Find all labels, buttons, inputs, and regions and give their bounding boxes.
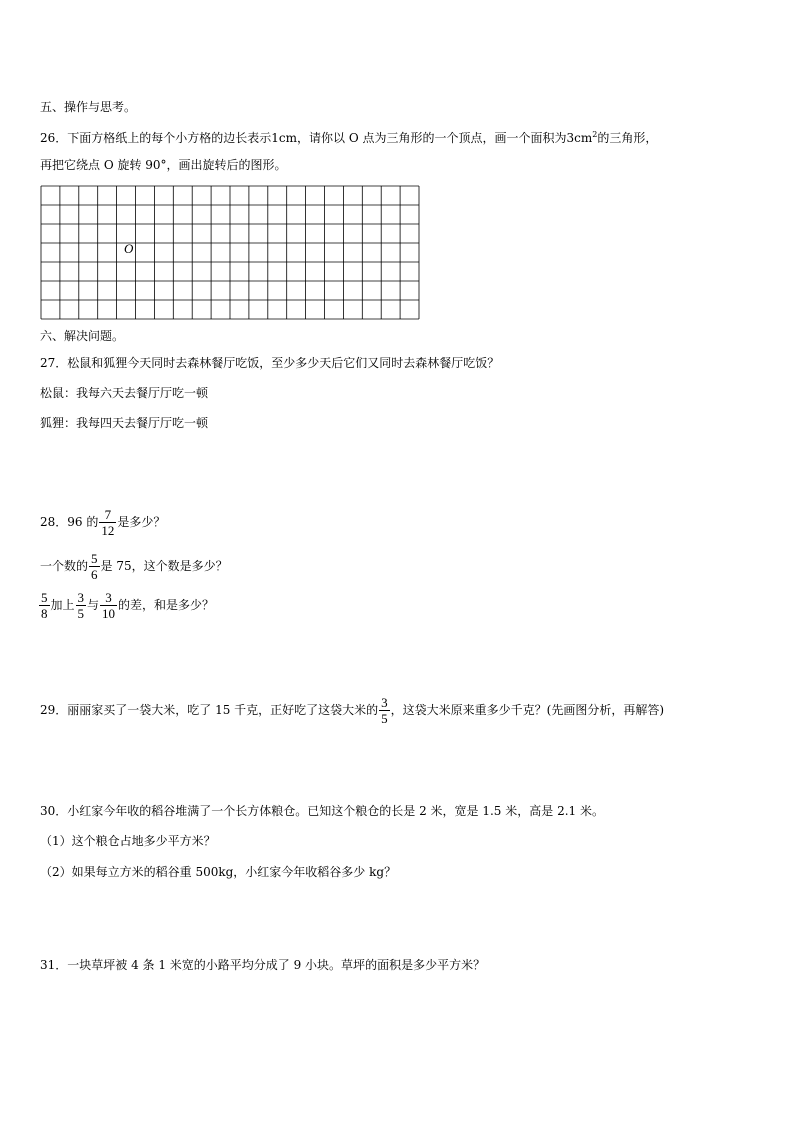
fraction-5-6 (89, 551, 100, 582)
q27-fox: 狐狸：我每四天去餐厅厅吃一顿 (40, 416, 209, 430)
q28-part-b (40, 549, 228, 583)
fraction-denominator: 12 (101, 523, 115, 538)
q29-question (40, 693, 664, 727)
fraction-denominator: 6 (91, 567, 98, 582)
point-o-label: O (124, 241, 134, 256)
q28-part-a (40, 505, 165, 539)
q30-part-2: （2）如果每立方米的稻谷重 500kg，小红家今年收稻谷多少 kg？ (40, 865, 397, 879)
q28-c-and: 与 (87, 598, 100, 612)
q28-b-suffix: 是 75，这个数是多少？ (100, 559, 228, 573)
q27-squirrel: 松鼠：我每六天去餐厅厅吃一顿 (40, 386, 209, 400)
q29-suffix: ，这袋大米原来重多少千克？(先画图分析，再解答) (390, 703, 665, 717)
fraction-numerator: 3 (381, 695, 388, 710)
q28-a-prefix: 28．96 的 (40, 515, 99, 529)
q31-question: 31．一块草坪被 4 条 1 米宽的小路平均分成了 9 小块。草坪的面积是多少平方米？ (40, 958, 486, 972)
section-6-title: 六、解决问题。 (40, 329, 125, 343)
q30-question: 30．小红家今年收的稻谷堆满了一个长方体粮仓。已知这个粮仓的长是 2 米，宽是 1.5 米，高是 2.1 米。 (40, 804, 604, 818)
fraction-denominator: 5 (77, 606, 85, 621)
q28-b-prefix: 一个数的 (40, 559, 89, 573)
q29-prefix: 29．丽丽家买了一袋大米，吃了 15 千克，正好吃了这袋大米的 (40, 703, 379, 717)
grid-svg[interactable] (40, 185, 420, 320)
q27-question: 27．松鼠和狐狸今天同时去森林餐厅吃饭，至少多少天后它们又同时去森林餐厅吃饭？ (40, 356, 500, 370)
fraction-5-8 (39, 590, 50, 621)
fraction-numerator: 5 (41, 590, 48, 605)
fraction-denominator: 5 (381, 711, 388, 726)
q30-part-1: （1）这个粮仓占地多少平方米？ (40, 834, 216, 848)
q28-c-suffix: 的差，和是多少？ (118, 598, 215, 612)
fraction-3-5 (76, 590, 87, 621)
fraction-numerator: 3 (100, 590, 117, 606)
q26-line2: 再把它绕点 O 旋转 90°，画出旋转后的图形。 (40, 158, 287, 172)
q26-line1 (40, 127, 657, 146)
q26-superscript: 2 (592, 130, 598, 139)
fraction-numerator: 7 (99, 507, 116, 523)
q28-part-c (38, 588, 214, 622)
fraction-denominator: 8 (41, 606, 48, 621)
section-5-title: 五、操作与思考。 (40, 100, 137, 114)
q28-a-suffix: 是多少？ (117, 515, 166, 529)
fraction-numerator: 3 (77, 590, 85, 605)
fraction-denominator: 10 (102, 606, 116, 621)
q26-line1-a: 26．下面方格纸上的每个小方格的边长表示1cm，请你以 O 点为三角形的一个顶点，画一个面积为3cm (40, 131, 593, 145)
fraction-3-10 (100, 590, 117, 621)
square-grid-paper[interactable] (40, 185, 420, 320)
fraction-7-12 (99, 507, 116, 538)
fraction-numerator: 5 (91, 551, 98, 566)
fraction-3-5 (379, 695, 390, 726)
q28-c-plus: 加上 (50, 598, 75, 612)
q26-line1-b: 的三角形， (597, 131, 658, 145)
